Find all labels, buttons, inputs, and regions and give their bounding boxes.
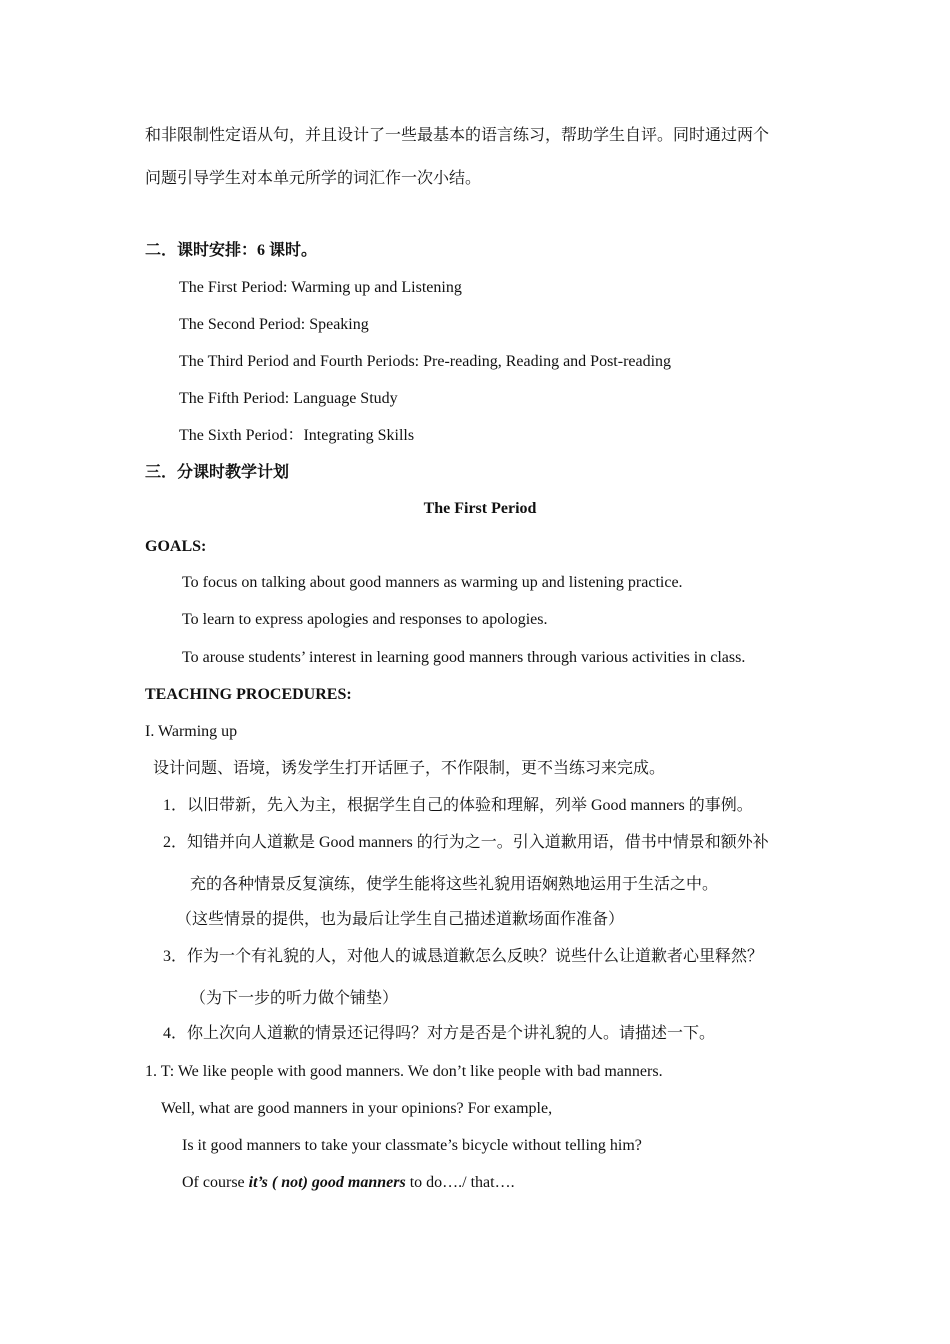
step-3-note: （为下一步的听力做个铺垫） <box>190 990 399 1007</box>
period-item: The Fifth Period: Language Study <box>179 390 398 407</box>
plan-heading: 三．分课时教学计划 <box>145 464 290 481</box>
period-item: The Second Period: Speaking <box>179 316 369 333</box>
period-item: The Third Period and Fourth Periods: Pre-reading, Reading and Post-reading <box>179 353 672 370</box>
period-title: The First Period <box>423 500 537 517</box>
goal-item: To arouse students’ interest in learning good manners through various activities in class. <box>182 649 746 666</box>
dialogue-line-4-prefix: Of course <box>182 1174 249 1191</box>
step-2-note: （这些情景的提供，也为最后让学生自己描述道歉场面作准备） <box>176 911 625 928</box>
step-1: 1．以旧带新，先入为主，根据学生自己的体验和理解，列举 Good manners 的事例。 <box>163 797 753 814</box>
dialogue-line-3: Is it good manners to take your classmate’s bicycle without telling him? <box>182 1137 642 1154</box>
dialogue-line-1: 1. T: We like people with good manners. We don’t like people with bad manners. <box>145 1063 663 1080</box>
dialogue-line-4-suffix: to do…./ that…. <box>405 1174 515 1191</box>
intro-line-1: 和非限制性定语从句，并且设计了一些最基本的语言练习，帮助学生自评。同时通过两个 <box>145 127 770 144</box>
warming-up-heading: I. Warming up <box>145 723 238 740</box>
step-2-line-2: 充的各种情景反复演练，使学生能将这些礼貌用语娴熟地运用于生活之中。 <box>190 876 719 893</box>
goal-item: To focus on talking about good manners as warming up and listening practice. <box>182 574 683 591</box>
intro-line-2: 问题引导学生对本单元所学的词汇作一次小结。 <box>145 170 482 187</box>
procedures-label: TEACHING PROCEDURES: <box>145 686 352 703</box>
dialogue-line-4 <box>182 1173 515 1193</box>
dialogue-line-2: Well, what are good manners in your opinions? For example, <box>161 1100 553 1117</box>
step-2-line-1: 2．知错并向人道歉是 Good manners 的行为之一。引入道歉用语，借书中情景和额外补 <box>163 834 769 851</box>
period-item: The First Period: Warming up and Listening <box>179 279 462 296</box>
step-4: 4．你上次向人道歉的情景还记得吗？对方是否是个讲礼貌的人。请描述一下。 <box>163 1025 716 1042</box>
schedule-heading: 二．课时安排：6 课时。 <box>145 242 318 259</box>
dialogue-emphasis: it’s ( not) good manners <box>248 1174 406 1191</box>
goals-label: GOALS: <box>145 538 207 555</box>
design-note: 设计问题、语境，诱发学生打开话匣子，不作限制，更不当练习来完成。 <box>153 760 666 777</box>
step-3-line-1: 3．作为一个有礼貌的人，对他人的诚恳道歉怎么反映？说些什么让道歉者心里释然？ <box>163 948 764 965</box>
period-item: The Sixth Period：Integrating Skills <box>179 427 415 444</box>
goal-item: To learn to express apologies and responses to apologies. <box>182 611 548 628</box>
